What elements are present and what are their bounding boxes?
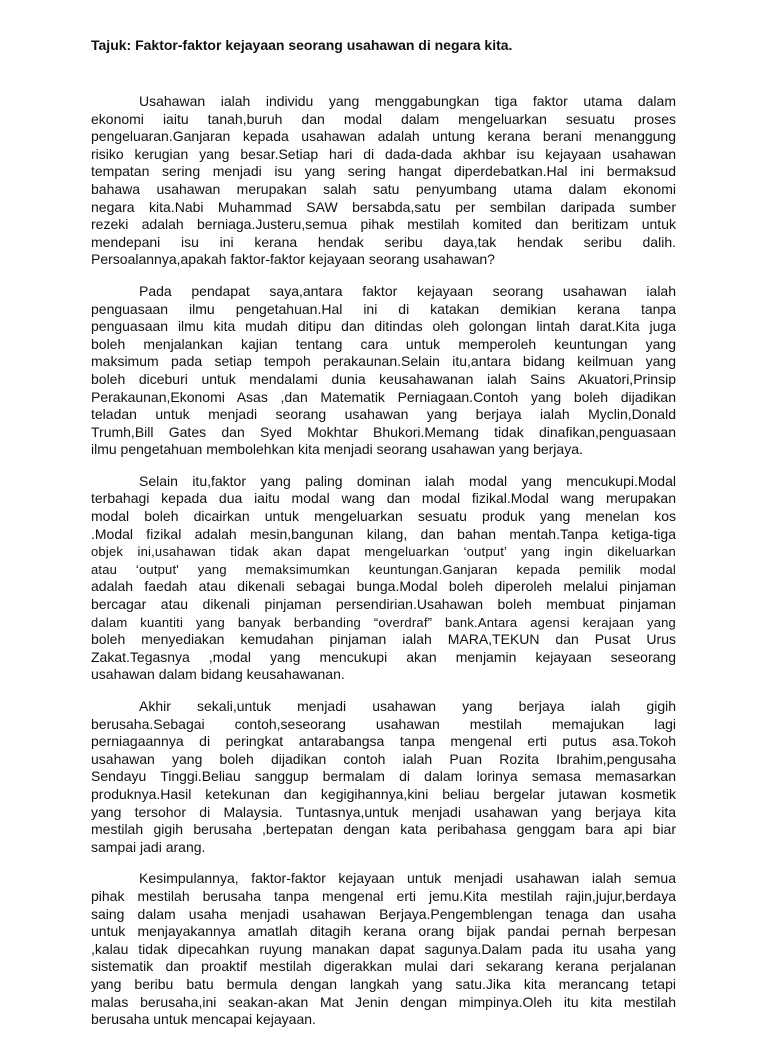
text-line: usahawan yang boleh dijadikan contoh ialah Puan Rozita Ibrahim,pengusaha — [91, 750, 676, 767]
text-line: bercagar atau dikenali pinjaman persendirian.Usahawan boleh membuat pinjaman — [91, 596, 676, 613]
paragraph-conclusion — [91, 870, 676, 1028]
paragraph-knowledge — [91, 283, 676, 459]
text-line: Kesimpulannya, faktor-faktor kejayaan untuk menjadi usahawan ialah semua — [139, 870, 676, 887]
text-line: produknya.Hasil ketekunan dan kegigihannya,kini beliau bergelar jutawan kosmetik — [91, 785, 676, 802]
text-line: teladan untuk menjadi seorang usahawan yang berjaya ialah Myclin,Donald — [91, 406, 676, 423]
text-line: bahawa usahawan merupakan salah satu penyumbang utama dalam ekonomi — [91, 180, 676, 197]
paragraph-capital — [91, 473, 676, 684]
text-line: maksimum pada setiap tempoh perakaunan.Selain itu,antara bidang keilmuan yang — [91, 353, 676, 370]
text-line: risiko kerugian yang besar.Setiap hari di dada-dada akhbar isu kejayaan usahawan — [91, 145, 676, 162]
text-line: pihak mestilah berusaha tanpa mengenal erti jemu.Kita mestilah rajin,jujur,berdaya — [91, 887, 676, 904]
text-line: objek ini,usahawan tidak akan dapat mengeluarkan ‘output’ yang ingin dikeluarkan — [91, 544, 676, 560]
text-line: yang tersohor di Malaysia. Tuntasnya,untuk menjadi usahawan yang berjaya kita — [91, 803, 676, 820]
text-line: modal boleh dicairkan untuk mengeluarkan sesuatu produk yang menelan kos — [91, 508, 676, 525]
text-line: perniagaannya di peringkat antarabangsa tanpa mengenal erti putus asa.Tokoh — [91, 733, 676, 750]
text-line: usahawan dalam bidang keusahawanan. — [91, 666, 345, 683]
text-line: saing dalam usaha menjadi usahawan Berjaya.Pengemblengan tenaga dan usaha — [91, 905, 676, 922]
text-line: penguasaan ilmu pengetahuan.Hal ini di katakan demikian kerana tanpa — [91, 300, 676, 317]
text-line: tempatan sering menjadi isu yang sering hangat diperdebatkan.Hal ini bermaksud — [91, 163, 676, 180]
text-line: .Modal fizikal adalah mesin,bangunan kilang, dan bahan mentah.Tanpa ketiga-tiga — [91, 525, 676, 542]
text-line: dalam kuantiti yang banyak berbanding “overdraf” bank.Antara agensi kerajaan yang — [91, 614, 676, 630]
text-line: ekonomi iaitu tanah,buruh dan modal dalam mengeluarkan sesuatu proses — [91, 110, 676, 127]
paragraph-effort — [91, 698, 676, 856]
text-line: penguasaan ilmu kita mudah ditipu dan ditindas oleh golongan lintah darat.Kita juga — [91, 318, 676, 335]
text-line: Selain itu,faktor yang paling dominan ialah modal yang mencukupi.Modal — [139, 472, 676, 489]
text-line: ,kalau tidak dipecahkan ruyung manakan dapat sagunya.Dalam pada itu usaha yang — [91, 940, 676, 957]
text-line: Perakaunan,Ekonomi Asas ,dan Matematik Perniagaan.Contoh yang boleh dijadikan — [91, 388, 676, 405]
text-line: berusaha.Sebagai contoh,seseorang usahawan mestilah memajukan lagi — [91, 715, 676, 732]
essay-body — [91, 93, 676, 1043]
text-line: berusaha untuk mencapai kejayaan. — [91, 1011, 316, 1028]
text-line: negara kita.Nabi Muhammad SAW bersabda,satu per sembilan daripada sumber — [91, 198, 676, 215]
text-line: mendepani isu ini kerana hendak seribu daya,tak hendak seribu dalih. — [91, 233, 676, 250]
text-line: ilmu pengetahuan membolehkan kita menjadi seorang usahawan yang berjaya. — [91, 441, 583, 458]
text-line: adalah faedah atau dikenali sebagai bunga.Modal boleh diperoleh melalui pinjaman — [91, 578, 676, 595]
text-line: boleh diceburi untuk mendalami dunia keusahawanan ialah Sains Akuatori,Prinsip — [91, 370, 676, 387]
text-line: Sendayu Tinggi.Beliau sanggup bermalam di dalam lorinya semasa memasarkan — [91, 768, 676, 785]
text-line: yang beribu batu bermula dengan langkah yang satu.Jika kita merancang tetapi — [91, 975, 676, 992]
paragraph-intro — [91, 93, 676, 269]
text-line: Usahawan ialah individu yang menggabungkan tiga faktor utama dalam — [139, 93, 676, 109]
text-line: boleh menyediakan kemudahan pinjaman ialah MARA,TEKUN dan Pusat Urus — [91, 631, 676, 648]
text-line: mestilah gigih berusaha ,bertepatan dengan kata peribahasa genggam bara api biar — [91, 821, 676, 838]
text-line: boleh menjalankan kajian tentang cara untuk memperoleh keuntungan yang — [91, 335, 676, 352]
text-line: terbahagi kepada dua iaitu modal wang dan modal fizikal.Modal wang merupakan — [91, 490, 676, 507]
text-line: Akhir sekali,untuk menjadi usahawan yang berjaya ialah gigih — [139, 698, 676, 714]
text-line: sampai jadi arang. — [91, 838, 206, 855]
text-line: pengeluaran.Ganjaran kepada usahawan adalah untung kerana berani menanggung — [91, 128, 676, 145]
text-line: malas berusaha,ini seakan-akan Mat Jenin dengan mimpinya.Oleh itu kita mestilah — [91, 993, 676, 1010]
text-line: atau ‘output' yang memaksimumkan keuntungan.Ganjaran kepada pemilik modal — [91, 561, 676, 577]
text-line: rezeki adalah berniaga.Justeru,semua pihak mestilah komited dan beritizam untuk — [91, 216, 676, 233]
text-line: untuk menjayakannya amatlah ditagih kerana orang bijak pandai pernah berpesan — [91, 923, 676, 940]
document-title: Tajuk: Faktor-faktor kejayaan seorang usahawan di negara kita. — [91, 37, 513, 53]
text-line: Pada pendapat saya,antara faktor kejayaan seorang usahawan ialah — [139, 282, 676, 299]
text-line: sistematik dan proaktif mestilah digerakkan mulai dari sekarang kerana perjalanan — [91, 958, 676, 975]
text-line: Persoalannya,apakah faktor-faktor kejayaan seorang usahawan? — [91, 251, 495, 268]
text-line: Zakat.Tegasnya ,modal yang mencukupi akan menjamin kejayaan seseorang — [91, 648, 676, 665]
text-line: Trumh,Bill Gates dan Syed Mokhtar Bhukori.Memang tidak dinafikan,penguasaan — [91, 423, 676, 440]
